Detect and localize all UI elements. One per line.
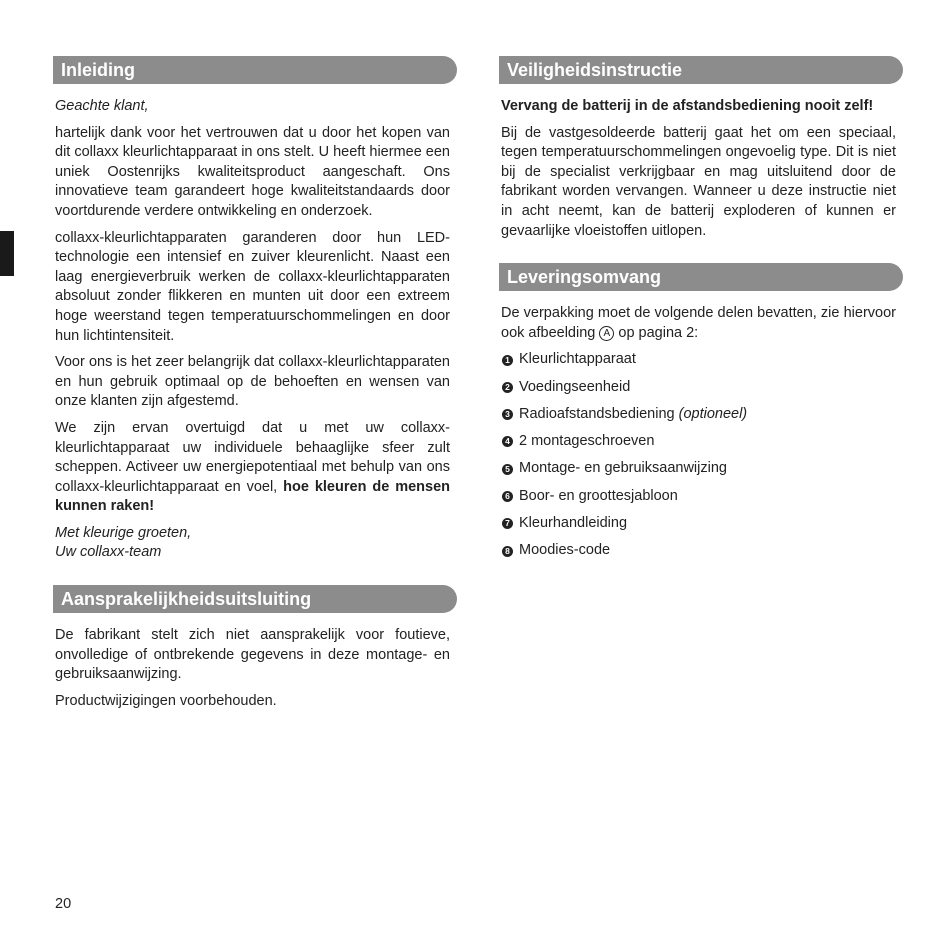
intro-paragraph-4-emphasis: hoe kleuren de mensen kunnen raken!: [55, 478, 450, 515]
delivery-intro-text-b: op pagina 2:: [614, 324, 699, 341]
delivery-intro: [501, 304, 903, 343]
number-bullet-icon: 7: [502, 518, 513, 529]
list-item-text: Radioafstandsbediening: [519, 405, 679, 422]
list-item: [502, 487, 903, 507]
closing: [55, 524, 457, 563]
intro-paragraph-4: [55, 419, 457, 517]
closing-line-2: Uw collaxx-team: [55, 544, 162, 561]
edge-thumb-tab: [0, 231, 14, 276]
list-item-note: (optioneel): [678, 405, 748, 422]
section-header-aansprakelijkheid: Aansprakelijkheidsuitsluiting: [53, 585, 457, 613]
section-header-leveringsomvang: Leveringsomvang: [499, 263, 903, 291]
number-bullet-icon: 5: [502, 464, 513, 475]
number-bullet-icon: 2: [502, 382, 513, 393]
list-item: [502, 432, 903, 452]
list-item: [502, 541, 903, 561]
number-bullet-icon: 1: [502, 355, 513, 366]
disclaimer-paragraph-2: Productwijzigingen voorbehouden.: [55, 692, 277, 709]
number-bullet-icon: 4: [502, 436, 513, 447]
list-item: [502, 378, 903, 398]
list-item-text: Moodies-code: [519, 542, 611, 559]
number-bullet-icon: 8: [502, 546, 513, 557]
intro-paragraph-3: Voor ons is het zeer belangrijk dat collaxx-kleurlichtapparaten en hun gebruik optimaal op de behoeften en wensen van onze klanten zijn afgestemd.: [55, 354, 450, 410]
disclaimer-paragraph-1: De fabrikant stelt zich niet aansprakelijk voor foutieve, onvolledige of ontbrekende gegevens in deze montage- en gebruiksaanwijzing.: [55, 627, 450, 683]
greeting: Geachte klant,: [55, 98, 149, 114]
list-item-text: Boor- en groottesjabloon: [519, 487, 678, 504]
closing-line-1: Met kleurige groeten,: [55, 524, 192, 541]
figure-reference-a-icon: A: [599, 326, 614, 341]
intro-paragraph-2: collaxx-kleurlichtapparaten garanderen door hun LED-technologie een intensief en zuiver kleurenlicht. Naast een laag energieverbruik werken de collaxx-kleurlichtapparaten absoluut zonder flikkeren en munten uit door een extreem hoge weerstand tegen temperatuurschommelingen en door hun lichtintensiteit.: [55, 229, 450, 344]
left-column: [53, 56, 457, 718]
list-item-text: Kleurlichtapparaat: [519, 351, 636, 368]
list-item-text: Kleurhandleiding: [519, 515, 628, 532]
safety-paragraph: Bij de vastgesoldeerde batterij gaat het om een speciaal, tegen temperatuurschommelingen ongevoelig type. Dit is niet bij de specialist verkrijgbaar en mag uitsluitend door de fabrikant worden vervangen. Wanneer u deze instructie niet in acht neemt, kan de batterij exploderen of kunnen er gevaarlijke vloeistoffen uitlopen.: [501, 124, 896, 239]
list-item-text: Voedingseenheid: [519, 378, 631, 395]
intro-paragraph-1: hartelijk dank voor het vertrouwen dat u door het kopen van dit collaxx kleurlichtapparaat in ons stelt. U heeft hiermee een uniek Oostenrijks kwaliteitsproduct aangeschaft. Ons innovatieve team garandeert hoge kwaliteitstandaards door voortdurende verdere ontwikkeling en onderzoek.: [55, 124, 450, 219]
list-item: [502, 350, 903, 370]
list-item: [502, 514, 903, 534]
section-header-inleiding: Inleiding: [53, 56, 457, 84]
list-item: [502, 405, 903, 425]
list-item: [502, 459, 903, 479]
list-item-text: 2 montageschroeven: [519, 433, 655, 450]
delivery-intro-text-a: De verpakking moet de volgende delen bevatten, zie hiervoor ook afbeelding: [501, 305, 896, 341]
section-header-veiligheid: Veiligheidsinstructie: [499, 56, 903, 84]
number-bullet-icon: 6: [502, 491, 513, 502]
right-column: [499, 56, 903, 569]
safety-warning: Vervang de batterij in de afstandsbediening nooit zelf!: [501, 98, 874, 114]
list-item-text: Montage- en gebruiksaanwijzing: [519, 460, 727, 477]
intro-paragraph-4-text: We zijn ervan overtuigd dat u met uw collaxx-kleurlichtapparaat uw individuele behaaglijke sfeer zult scheppen. Activeer uw energiepotentiaal met behulp van ons collaxx-kleurlichtapparaat en voel,: [55, 419, 450, 495]
delivery-items-list: [499, 350, 903, 561]
number-bullet-icon: 3: [502, 409, 513, 420]
page-number: 20: [55, 896, 72, 912]
